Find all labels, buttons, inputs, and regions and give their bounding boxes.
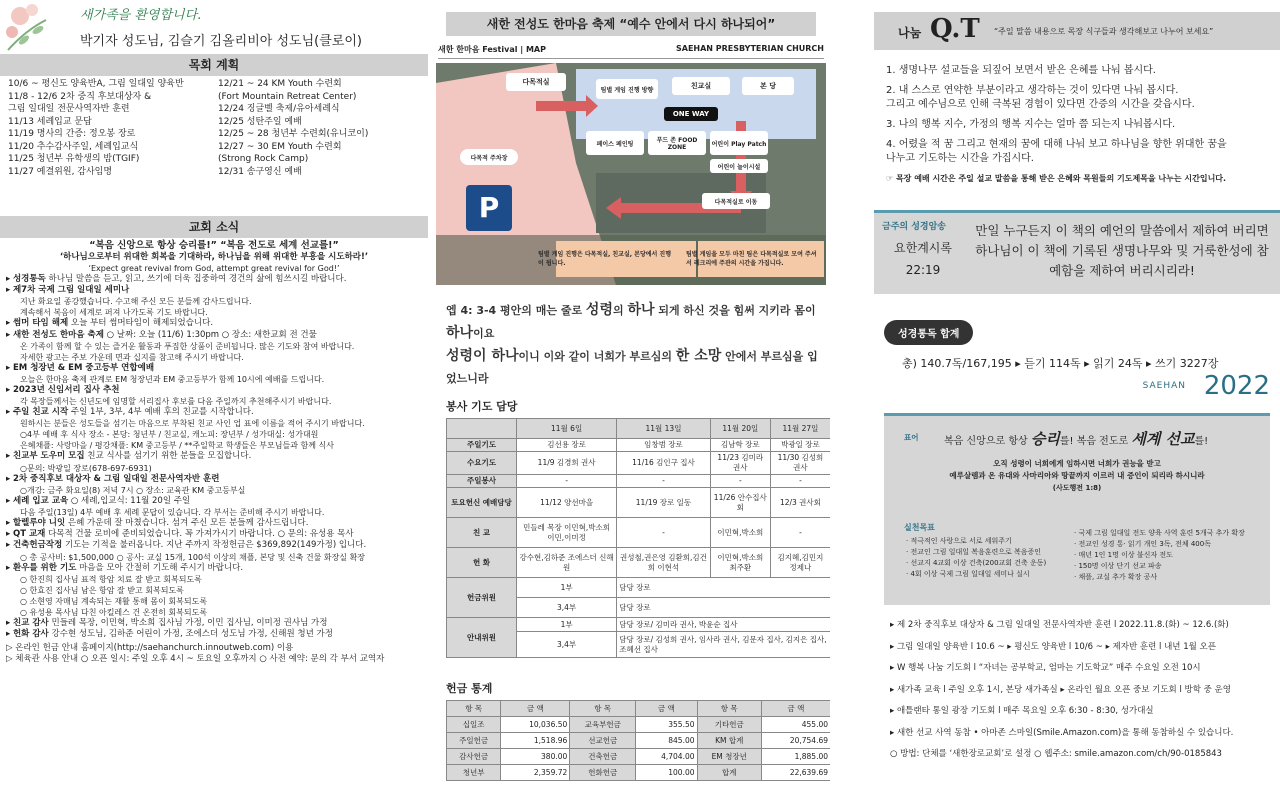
bible-reading-badge: 성경통독 합계 — [884, 320, 973, 345]
news-items — [6, 274, 422, 640]
schedule-item: (Strong Rock Camp) — [218, 154, 309, 164]
news-item-title: 할렐루야 니잇 — [12, 518, 66, 529]
goal-item: · 매년 1인 1명 이상 불신자 전도 — [1074, 551, 1173, 559]
duty-part: 3,4부 — [517, 632, 617, 658]
news-item — [6, 330, 422, 341]
news-item — [6, 563, 422, 574]
qt-question: 나누고 기도하는 시간을 가집시다. — [886, 153, 1034, 164]
schedule-list — [0, 76, 428, 216]
duty-cell: 임창범 장로 — [617, 439, 711, 452]
duty-cell: 11/16 김인구 집사 — [617, 452, 711, 475]
news-bullet: ▸ — [6, 495, 13, 506]
offering-item: 건축헌금 — [570, 749, 636, 765]
goal-item: · 4회 이상 국제 그림 일대일 세미나 실시 — [906, 570, 1030, 578]
offering-item: 기타헌금 — [697, 717, 761, 733]
map-label-multipurpose: 다목적실 — [506, 73, 566, 91]
map-label-kids: 어린이 Play Patch — [710, 131, 768, 155]
news-item-title: 친교 감사 — [12, 617, 49, 628]
duty-row-label: 안내위원 — [447, 618, 517, 658]
map-label-parking: 다목적 주차장 — [460, 149, 518, 165]
news-item-text: 다목적 건물 로비에 준비되었습니다. 꼭 가져가시기 바랍니다. ○ 문의: 유성용 목사 — [45, 529, 354, 540]
news-bullet: ▸ — [6, 274, 13, 284]
welcome-names: 박기자 성도님, 김슬기 김올리비아 성도님(클로이) — [80, 34, 362, 49]
map-label-face: 페이스 페인팅 — [586, 131, 644, 155]
duty-cell: - — [770, 475, 830, 488]
news-item-text: 강수현 성도님, 김하준 어린이 가정, 조에스더 성도님 가정, 신해원 청년 가정 — [48, 629, 333, 640]
schedule-item: 11/20 추수감사주일, 세례입교식 — [8, 141, 139, 152]
middle-column — [432, 0, 830, 797]
news-slogan-ko: ‘하나님으로부터 위대한 회복을 기대하라, 하나님을 위해 위대한 부흥을 시도하라!’ — [59, 252, 369, 262]
news-bullet: ▸ — [6, 362, 13, 373]
news-item-title: 2차 중직후보 대상자 & 그림 일대일 전문사역자반 훈련 — [12, 473, 220, 484]
verse-part: 성령 — [585, 302, 613, 318]
schedule-item: 12/25 성탄주일 예배 — [218, 116, 302, 127]
offering-item: KM 합계 — [697, 733, 761, 749]
duty-cell: 강수현,김하준 조에스더 신해원 — [517, 548, 617, 578]
mission-verse-ref: (사도행전 1:8) — [1052, 484, 1102, 492]
offering-amount: 20,754.69 — [761, 733, 830, 749]
duty-date: 11월 20일 — [710, 419, 770, 439]
news-subitem: 계속해서 복음이 세계로 퍼져 나가도록 기도 바랍니다. — [20, 308, 208, 318]
duty-cell: 11/23 김미라 권사 — [710, 452, 770, 475]
news-item-title: 새한 전성도 한마음 축제 — [12, 329, 104, 340]
schedule-item: 11/8 - 12/6 2차 중직 후보대상자 & — [8, 91, 152, 102]
qt-question: 2. 내 스스로 연약한 부분이라고 생각하는 것이 있다면 나눠 봅시다. — [886, 85, 1179, 96]
duty-cell: - — [617, 475, 711, 488]
offering-amount: 380.00 — [501, 749, 570, 765]
duty-part: 1부 — [517, 618, 617, 632]
duty-date: 11월 27일 — [770, 419, 830, 439]
news-item — [6, 540, 422, 551]
news-subitem: ○4부 예배 후 식사 장소 - 본당: 청년부 / 친교실, 캐노피: 장년부 / 성가대실: 성가대원 — [20, 430, 319, 440]
duty-cell: - — [617, 518, 711, 548]
news-bullet: ▸ — [6, 473, 13, 484]
goal-item: · 선교지 4교회 이상 건축(200교회 건축 운동) — [906, 559, 1047, 567]
news-subitem: 다음 주일(13일) 4부 예배 후 세례 문답이 있습니다. 각 부서는 준비해 주시기 바랍니다. — [20, 508, 325, 518]
schedule-item: 12/21 ~ 24 KM Youth 수련회 — [218, 79, 342, 89]
news-subitem: ○ 한진희 집사님 표적 항암 치료 잘 받고 회복되도록 — [20, 574, 202, 584]
news-bullet: ▸ — [6, 529, 13, 540]
offering-amount: 4,704.00 — [636, 749, 697, 765]
offering-amount: 455.00 — [761, 717, 830, 733]
duty-cell: 11/30 김성희 권사 — [770, 452, 830, 475]
news-item-title: 세례 입교 교육 — [12, 495, 69, 506]
map-note-2: 팀별 게임을 모두 마친 팀은 다목적실로 모여 주셔서 레크리에 주관의 시간을 가집니다. — [686, 251, 817, 267]
duty-cell: 김남학 장로 — [710, 439, 770, 452]
offering-title: 헌금 통계 — [446, 682, 493, 695]
duty-cell: 민들레 목장 이민혁,박소희 이민,이미정 — [517, 518, 617, 548]
schedule-item: 그림 일대일 전문사역자반 훈련 — [8, 104, 130, 114]
offering-head: 항 목 — [697, 701, 761, 717]
verse-part: 하나 — [627, 302, 655, 318]
news-subitem: 원하시는 분들은 성도들을 섬기는 마음으로 부착된 친교 사인 업 표에 이름을 적어 주시기 바랍니다. — [20, 419, 365, 429]
news-subitem: 자세한 광고는 주보 가운데 면과 십지를 참고해 주시기 바랍니다. — [20, 352, 244, 362]
goal-item: · 150명 이상 단기 선교 파송 — [1074, 562, 1162, 570]
memory-ref-book: 요한계시록 — [894, 241, 952, 255]
schedule-item: 11/27 예결위원, 감사임명 — [8, 166, 113, 177]
duty-title: 봉사 기도 담당 — [446, 400, 518, 413]
map-label-kids2: 어린이 놀이시설 — [710, 159, 768, 173]
memory-text: 만일 누구든지 이 책의 예언의 말씀에서 제하여 버리면 하나님이 이 책에 기록된 생명나무와 및 거룩한성에 참예함을 제하여 버리시리라! — [975, 223, 1269, 278]
offering-item: 주일헌금 — [447, 733, 501, 749]
goals-right — [1074, 528, 1245, 583]
qt-question: 그리고 예수님으로 인해 극복된 경험이 있다면 간증의 시간을 갖읍시다. — [886, 99, 1195, 110]
duty-cell: 11/12 양선마을 — [517, 488, 617, 518]
online-offering-note: ▷ 온라인 헌금 안내 홈페이지(http://saehanchurch.innoutweb.com) 이용 — [6, 643, 294, 654]
news-item — [6, 629, 422, 640]
news-bullet: ▸ — [6, 518, 13, 529]
verse-part: 하나 — [446, 325, 474, 341]
verse-part: 되게 하신 것을 힘써 지키라 몸이 — [654, 304, 816, 317]
offering-item: EM 청장년 — [697, 749, 761, 765]
news-item — [6, 618, 422, 629]
bible-reading-stats: 총) 140.7독/167,195 ▸ 듣기 114독 ▸ 읽기 24독 ▸ 쓰기 3227장 — [902, 357, 1219, 370]
announcement-item: ▸ 애틀랜타 통일 광장 기도회 l 매주 목요일 오후 6:30 - 8:30, 성가대실 — [890, 706, 1154, 716]
offering-head: 금 액 — [761, 701, 830, 717]
news-bullet: ▸ — [6, 540, 13, 551]
duty-row-label: 토요헌신 예배담당 — [447, 488, 517, 518]
verse-part: 의 — [612, 304, 628, 317]
verse-part: 한 소망 — [675, 348, 722, 364]
news-item-title: 성경통독 — [12, 274, 46, 284]
schedule-item: 12/24 징글벨 축제/유아세례식 — [218, 104, 340, 114]
news-item — [6, 474, 422, 485]
duty-cell: 담당 장로/ 김성희 권사, 임사라 권사, 김문자 집사, 김지은 집사, 조혜선 집사 — [617, 632, 830, 658]
news-bullet: ▸ — [6, 329, 13, 340]
goal-item: · 국제 그림 일대일 전도 양육 사역 훈련 5개국 추가 확장 — [1074, 529, 1245, 537]
duty-cell: - — [710, 475, 770, 488]
news-item-title: 환우를 위한 기도 — [12, 562, 77, 573]
schedule-item: (Fort Mountain Retreat Center) — [218, 91, 357, 102]
right-column — [874, 0, 1280, 797]
offering-item: 교육부헌금 — [570, 717, 636, 733]
news-subitem: ○ 한효진 집사님 남은 항암 잘 받고 회복되도록 — [20, 585, 184, 595]
news-header: 교회 소식 — [0, 216, 428, 238]
duty-cell: 12/3 권사회 — [770, 488, 830, 518]
parking-icon: P — [466, 185, 512, 231]
duty-cell: 11/26 안수집사회 — [710, 488, 770, 518]
verse-part: 이니 이와 같이 너희가 부르심의 — [518, 350, 676, 363]
schedule-item: 11/13 세례입교 문답 — [8, 116, 92, 127]
offering-amount: 100.00 — [636, 765, 697, 781]
announcement-item: ○ 방법: 단체를 ‘새한장로교회’로 설정 ○ 웹주소: smile.amazon.com/ch/90-0185843 — [890, 749, 1222, 759]
offering-item: 헌화헌금 — [570, 765, 636, 781]
map-label-sanctuary: 본 당 — [742, 77, 794, 95]
goals-label: 실천목표 — [904, 523, 935, 532]
schedule-header: 목회 계획 — [0, 54, 428, 76]
schedule-item: 10/6 ~ 평신도 양육반A, 그림 일대일 양육반 — [8, 79, 184, 89]
offering-item: 감사헌금 — [447, 749, 501, 765]
welcome-section — [0, 0, 428, 54]
duty-part: 1부 — [517, 578, 617, 598]
offering-head: 금 액 — [636, 701, 697, 717]
duty-cell: 김지혜,김민지 정제나 — [770, 548, 830, 578]
map-note-1: 팀별 게임 진행은 다목적실, 친교실, 본당에서 진행이 됩니다. — [538, 251, 672, 267]
flower-illustration — [2, 0, 70, 54]
duty-cell: 김선용 장로 — [517, 439, 617, 452]
verse-part: 엡 4: 3-4 평안의 매는 줄로 — [446, 304, 586, 317]
duty-cell: 담당 장로/ 김미라 권사, 박윤순 집사 — [617, 618, 830, 632]
news-subitem: ○개강: 금주 화요일(8) 저녁 7시 ○ 장소: 교육관 KM 중고등부실 — [20, 485, 246, 495]
duty-cell: - — [770, 518, 830, 548]
map-header — [438, 44, 824, 59]
news-item-text: 하나님 말씀을 듣고, 읽고, 쓰기에 더욱 집중하여 경건의 삶에 힘쓰시길 바랍니다. — [45, 274, 347, 284]
news-bullet: ▸ — [6, 617, 13, 628]
news-item-title: QT 교재 — [12, 529, 46, 540]
announcement-item: ▸ 제 2차 중직후보 대상자 & 그림 일대일 전문사역자반 훈련 l 2022.11.8.(화) ~ 12.6.(화) — [890, 620, 1229, 630]
schedule-item: 12/27 ~ 30 EM Youth 수련회 — [218, 141, 342, 152]
news-item-text: 오늘 부터 썸머타임이 해제되었습니다. — [68, 318, 214, 329]
welcome-title: 새가족을 환영합니다. — [80, 8, 202, 23]
qt-question: 4. 어렸을 적 꿈 그리고 현재의 꿈에 대해 나눠 보고 하나님을 향한 위대한 꿈을 — [886, 139, 1227, 150]
motto-part: 를! — [1194, 436, 1209, 447]
news-item — [6, 274, 422, 285]
announcement-item: ▸ 새가족 교육 l 주일 오후 1시, 본당 새가족실 ▸ 온라인 월요 오픈 중보 기도회 l 방학 중 운영 — [890, 684, 1231, 695]
memory-ref — [886, 237, 960, 281]
announcement-bullets — [890, 615, 1280, 766]
news-subitem: 은혜채플: 사랑마을 / 평강채플: KM 중고등부 / **주일학교 학생들은 부모님들과 함께 식사 — [20, 441, 334, 451]
qt-description: “주일 말씀 내용으로 목장 식구들과 생각해보고 나누어 보세요” — [994, 27, 1214, 36]
map-church: SAEHAN PRESBYTERIAN CHURCH — [675, 44, 824, 53]
news-item-text: 친교 식사를 섬기기 위한 분들을 모집합니다. — [84, 451, 252, 462]
news-slogan: “복음 신앙으로 항상 승리를!” “복음 전도로 세계 선교를!” — [89, 240, 339, 251]
news-item-title: EM 청장년 & EM 중고등부 연합예배 — [12, 362, 155, 373]
year-banner — [874, 371, 1280, 407]
news-bullet: ▸ — [6, 451, 13, 462]
news-item-title: 썸머 타임 해제 — [12, 318, 69, 329]
duty-cell: 담당 장로 — [617, 598, 830, 618]
qt-header — [874, 12, 1280, 50]
left-column — [0, 0, 428, 797]
offering-amount: 10,036.50 — [501, 717, 570, 733]
offering-amount: 1,518.96 — [501, 733, 570, 749]
news-item — [6, 407, 422, 418]
news-item-title: 헌화 감사 — [12, 629, 49, 640]
offering-amount: 355.50 — [636, 717, 697, 733]
motto-part: 세계 선교 — [1131, 430, 1195, 448]
duty-date: 11월 13일 — [617, 419, 711, 439]
motto-part: 복음 신앙으로 항상 — [944, 436, 1031, 447]
year-church: SAEHAN — [1142, 381, 1186, 391]
map-label-fellowship: 친교실 — [672, 77, 730, 95]
news-item-title: 친교부 도우미 모집 — [12, 451, 85, 462]
news-subitem: ○문의: 박광일 장로(678-697-6931) — [20, 463, 152, 473]
news-bullet: ▸ — [6, 562, 13, 573]
duty-cell: 이민혁,박소희 최주환 — [710, 548, 770, 578]
schedule-item: 11/25 청년부 유학생의 밤(TGIF) — [8, 154, 140, 164]
offering-head: 금 액 — [501, 701, 570, 717]
news-item — [6, 496, 422, 507]
duty-corner — [447, 419, 517, 439]
news-item-text: 마음을 모아 간절히 기도해 주시기 바랍니다. — [76, 562, 244, 573]
duty-row-label: 주일기도 — [447, 439, 517, 452]
schedule-right — [218, 78, 418, 178]
offering-amount: 2,359.72 — [501, 765, 570, 781]
duty-part: 3,4부 — [517, 598, 617, 618]
goals-left — [906, 536, 1046, 580]
news-item — [6, 529, 422, 540]
qt-questions — [886, 64, 1280, 186]
map-label-food: 푸드 존 FOOD ZONE — [648, 131, 706, 155]
goal-item: · 채플, 교실 추가 확장 공사 — [1074, 573, 1158, 581]
duty-cell: 11/19 장로 일동 — [617, 488, 711, 518]
festival-title: 새한 전성도 한마음 축제 “예수 안에서 다시 하나되어” — [446, 12, 816, 36]
duty-cell: 이민혁,박소희 — [710, 518, 770, 548]
memory-label: 금주의 성경암송 — [882, 222, 946, 232]
news-item — [6, 285, 422, 296]
motto-part: 를! 복음 전도로 — [1059, 436, 1132, 447]
goal-item: · 적극적인 사랑으로 서로 세워주기 — [906, 537, 1012, 545]
news-bullet: ▸ — [6, 385, 13, 396]
festival-map — [436, 63, 826, 285]
motto-label: 표어 — [904, 433, 919, 442]
duty-table — [446, 418, 830, 658]
news-subitem: ○ 유성용 목사님 다친 아킬레스 건 온전히 회복되도록 — [20, 607, 208, 617]
qt-question: 1. 생명나무 설교들을 되짚어 보면서 받은 은혜를 나눠 봅시다. — [886, 65, 1156, 76]
verse-part: 안에서 부르심을 입었느니라 — [446, 350, 818, 385]
memory-verse-box — [874, 210, 1280, 294]
goal-item: · 전교인 성경 통· 읽기 개인 3독, 전체 400독 — [1074, 540, 1211, 548]
map-label-game: 팀별 게임 진행 방향 — [596, 79, 658, 99]
offering-amount: 845.00 — [636, 733, 697, 749]
schedule-item: 12/31 송구영신 예배 — [218, 166, 302, 177]
announcement-item: ▸ 그림 일대일 양육반 l 10.6 ~ ▸ 평신도 양육반 l 10/6 ~ ▸ 제자반 훈련 l 내년 1월 오픈 — [890, 641, 1216, 652]
map-title: 새한 한마음 Festival | MAP — [438, 45, 546, 54]
mission-verse — [884, 458, 1270, 494]
scripture-verse — [446, 299, 822, 390]
map-label-move: 다목적실로 이동 — [702, 193, 770, 209]
mission-verse-line: 예루살렘과 온 유대와 사마리아와 땅끝까지 이르러 내 증인이 되리라 하시니라 — [949, 471, 1205, 480]
news-section — [0, 238, 428, 668]
schedule-item: 12/25 ~ 28 청년부 수련회(유니코이) — [218, 129, 369, 139]
offering-item: 십일조 — [447, 717, 501, 733]
schedule-left — [8, 78, 218, 178]
mission-verse-line: 오직 성령이 너희에게 임하시면 너희가 권능을 받고 — [993, 459, 1161, 468]
schedule-item: 11/19 명사의 간증: 정오봉 장로 — [8, 129, 136, 139]
news-item-title: 건축헌금작정 — [12, 540, 63, 551]
news-item-title: 2023년 신임서리 집사 추천 — [12, 385, 120, 396]
duty-row-label: 헌 화 — [447, 548, 517, 578]
news-item — [6, 518, 422, 529]
news-item-title: 제7차 국제 그림 일대일 세미나 — [12, 285, 130, 296]
mission-box — [884, 413, 1270, 605]
motto-text — [944, 428, 1208, 449]
news-bullet: ▸ — [6, 407, 13, 418]
offering-item: 선교헌금 — [570, 733, 636, 749]
qt-question: 3. 나의 행복 지수, 가정의 행복 지수는 얼마 쯤 되는지 나눠봅시다. — [886, 119, 1176, 130]
offering-item: 합계 — [697, 765, 761, 781]
news-bullet: ▸ — [6, 629, 13, 640]
news-item — [6, 451, 422, 462]
announcement-item: ▸ 새한 선교 사역 동참 • 아마존 스마일(Smile.Amazon.com)을 통해 동참하실 수 있습니다. — [890, 727, 1234, 738]
gym-note: ▷ 체육관 사용 안내 ○ 오픈 일시: 주일 오후 4시 ~ 토요일 오후까지 ○ 사전 예약: 문의 각 부서 교역자 — [6, 654, 385, 665]
qt-logo: Q.T — [930, 14, 980, 44]
goal-item: · 전교인 그림 일대일 복음훈련으로 복음증인 — [906, 548, 1042, 556]
duty-row-label: 수요기도 — [447, 452, 517, 475]
announcement-item: ▸ W 행복 나눔 기도회 l “자녀는 공부학교, 엄마는 기도학교” 매주 수요일 오전 10시 — [890, 663, 1201, 673]
news-item — [6, 385, 422, 396]
offering-head: 항 목 — [447, 701, 501, 717]
memory-ref-verse: 22:19 — [905, 263, 941, 277]
qt-note: ☞ 목장 예배 시간은 주일 설교 말씀을 통해 받은 은혜와 목원들의 기도제목을 나누는 시간입니다. — [886, 174, 1227, 183]
duty-row-label: 주일봉사 — [447, 475, 517, 488]
news-item-text: 민들레 목장, 이민혁, 박소희 집사님 가정, 이민 집사님, 이미정 권사님 가정 — [48, 617, 328, 628]
verse-part: 이요 — [473, 327, 495, 340]
news-subitem: 온 가족이 함께 할 수 있는 즐거운 활동과 푸짐한 상품이 준비됩니다. 많은 기도와 참여 바랍니다. — [20, 341, 355, 351]
verse-part: 성령이 하나 — [446, 348, 519, 364]
news-item-text: 기도는 기적을 불러옵니다. 지난 주까지 작정헌금은 $369,892(149가정) 입니다. — [62, 540, 367, 551]
duty-cell: - — [517, 475, 617, 488]
news-item-text: 주일 1부, 3부, 4부 예배 후의 친교를 시작합니다. — [68, 407, 254, 418]
duty-cell: 박광일 장로 — [770, 439, 830, 452]
news-item-text: ○ 세례,입교식: 11월 20일 주일 — [68, 495, 191, 506]
news-subitem: ○ 소현영 자매님 계속되는 재활 통해 몸이 회복되도록 — [20, 596, 208, 606]
duty-cell: 담당 장로 — [617, 578, 830, 598]
offering-item: 청년부 — [447, 765, 501, 781]
offering-table — [446, 700, 830, 781]
news-item-title: 주일 친교 시작 — [12, 407, 69, 418]
offering-head: 항 목 — [570, 701, 636, 717]
year-number: 2022 — [1203, 371, 1270, 401]
news-item — [6, 318, 422, 329]
news-slogan-en: ‘Expect great revival from God, attempt great revival for God!’ — [88, 264, 340, 273]
duty-row-label: 헌금위원 — [447, 578, 517, 618]
news-subitem: 지난 화요일 종강했습니다. 수고해 주신 모든 분들께 감사드립니다. — [20, 297, 252, 307]
duty-cell: 권성철,권은영 김환희,김건희 이현석 — [617, 548, 711, 578]
qt-label: 나눔 — [898, 26, 922, 40]
news-item-text: ○ 날짜: 오늘 (11/6) 1:30pm ○ 장소: 새한교회 전 건물 — [103, 329, 317, 340]
offering-amount: 1,885.00 — [761, 749, 830, 765]
duty-cell: 11/9 김경희 권사 — [517, 452, 617, 475]
news-bullet: ▸ — [6, 285, 13, 296]
offering-amount: 22,639.69 — [761, 765, 830, 781]
news-subitem: ○ 총 공사비: $1,500,000 ○ 공사: 교실 15개, 100석 이상의 채플, 본당 및 신축 건물 화장실 확장 — [20, 552, 366, 562]
duty-row-label: 친 교 — [447, 518, 517, 548]
motto-part: 승리 — [1030, 430, 1060, 448]
news-bullet: ▸ — [6, 318, 13, 329]
news-subitem: 오늘은 한마음 축제 관계로 EM 청장년과 EM 중고등부가 함께 10시에 예배를 드립니다. — [20, 375, 325, 385]
duty-date: 11월 6일 — [517, 419, 617, 439]
news-subitem: 각 목장들께서는 신년도에 임명할 서리집사 후보를 다음 주일까지 추천해주시기 바랍니다. — [20, 397, 332, 407]
news-item — [6, 363, 422, 374]
news-item-text: 은혜 가운데 잘 마쳤습니다. 섬겨 주신 모든 분들께 감사드립니다. — [65, 518, 309, 529]
map-label-oneway: ONE WAY — [664, 107, 718, 121]
